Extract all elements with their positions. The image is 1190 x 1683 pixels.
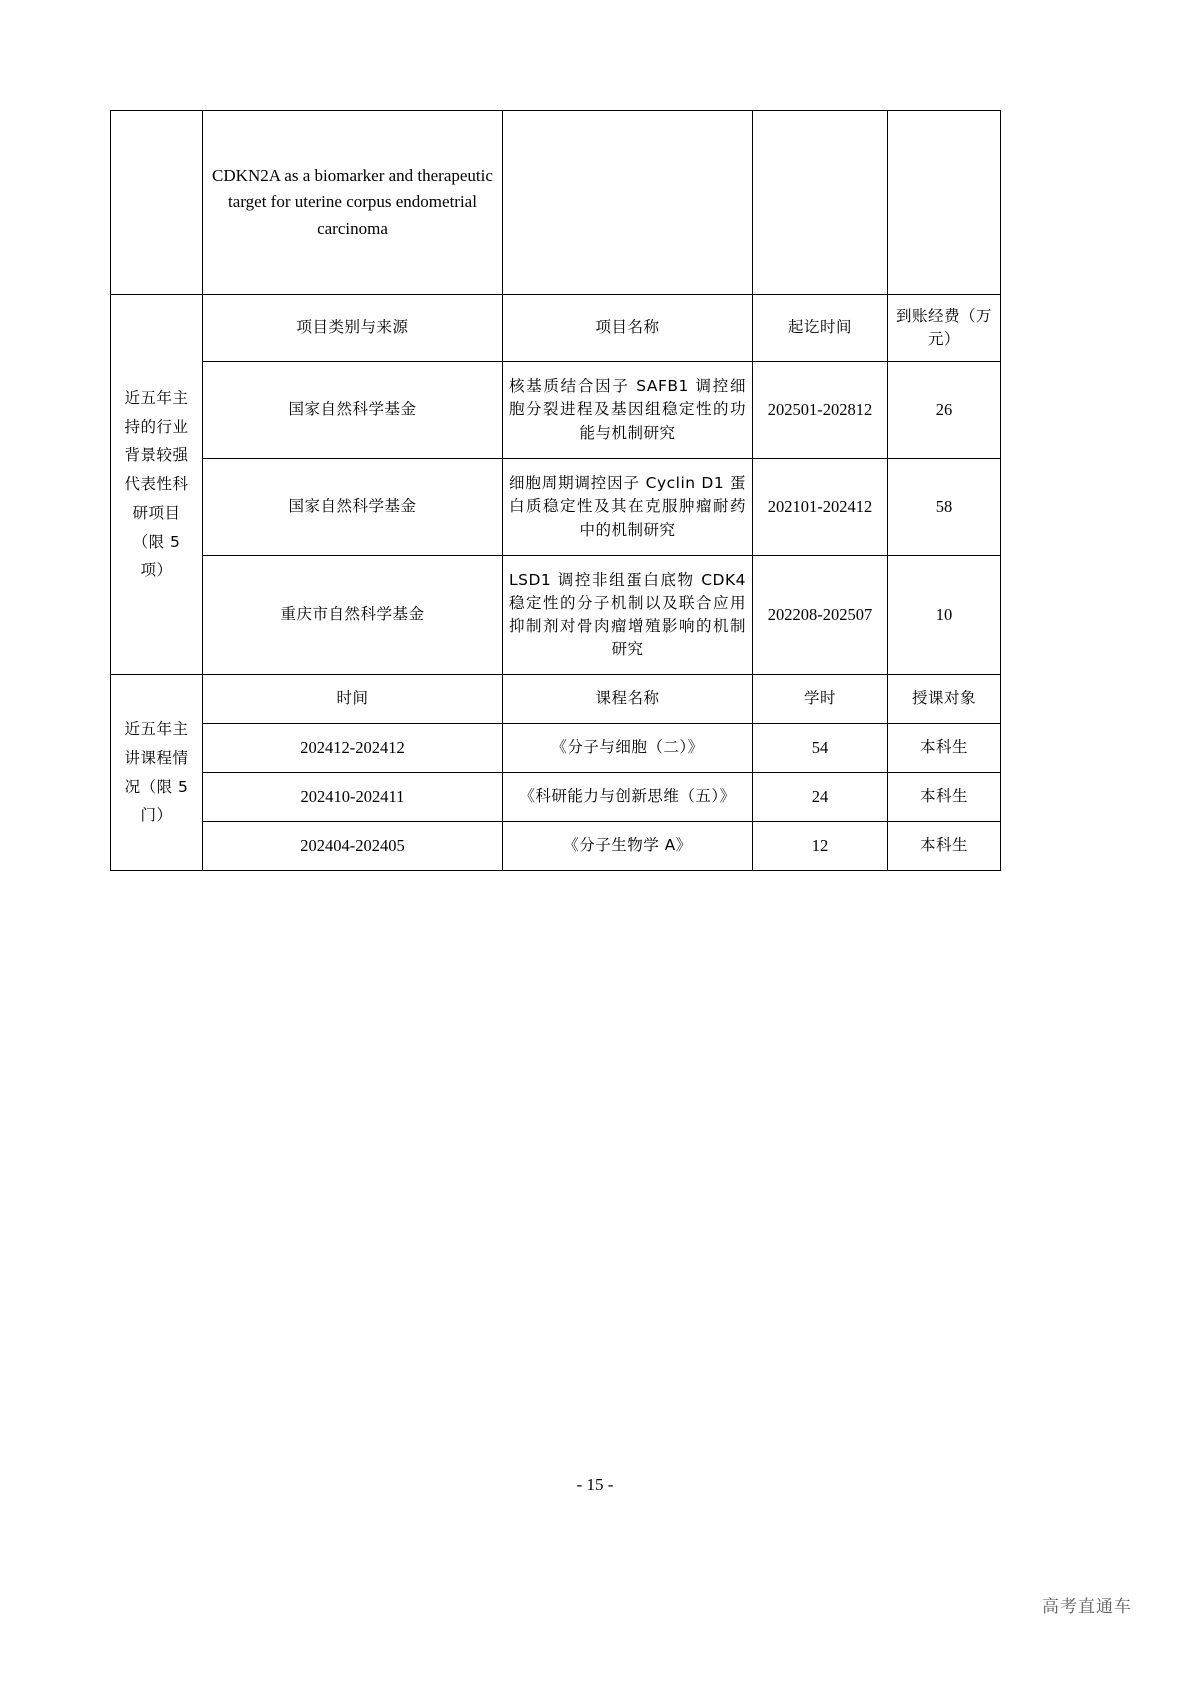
project-name: 细胞周期调控因子 Cyclin D1 蛋白质稳定性及其在克服肿瘤耐药中的机制研究: [503, 459, 753, 556]
project-name: LSD1 调控非组蛋白底物 CDK4 稳定性的分子机制以及联合应用抑制剂对骨肉瘤增殖影响的机制研究: [503, 556, 753, 675]
project-funding: 10: [888, 556, 1001, 675]
project-category: 国家自然科学基金: [203, 362, 503, 459]
course-name: 《分子与细胞（二）》: [503, 724, 753, 773]
header-course-hours: 学时: [753, 675, 888, 724]
table-row: [111, 556, 1001, 675]
course-hours: 24: [753, 773, 888, 822]
course-time: 202412-202412: [203, 724, 503, 773]
empty-cell-d: [753, 111, 888, 295]
course-name: 《分子生物学 A》: [503, 822, 753, 871]
header-course-time: 时间: [203, 675, 503, 724]
project-funding: 58: [888, 459, 1001, 556]
project-category: 重庆市自然科学基金: [203, 556, 503, 675]
empty-cell-e: [888, 111, 1001, 295]
english-title-cell: CDKN2A as a biomarker and therapeutic target for uterine corpus endometrial carcinoma: [203, 111, 503, 295]
table-row: [111, 822, 1001, 871]
resume-table: [110, 110, 1001, 871]
project-funding: 26: [888, 362, 1001, 459]
course-hours: 12: [753, 822, 888, 871]
header-project-category: 项目类别与来源: [203, 295, 503, 362]
project-period: 202501-202812: [753, 362, 888, 459]
course-audience: 本科生: [888, 822, 1001, 871]
projects-section-label: 近五年主持的行业背景较强代表性科研项目（限 5 项）: [111, 295, 203, 675]
header-project-period: 起讫时间: [753, 295, 888, 362]
table-row: [111, 111, 1001, 295]
project-period: 202208-202507: [753, 556, 888, 675]
empty-cell-c: [503, 111, 753, 295]
table-row: [111, 459, 1001, 556]
course-hours: 54: [753, 724, 888, 773]
header-course-name: 课程名称: [503, 675, 753, 724]
course-time: 202404-202405: [203, 822, 503, 871]
course-name: 《科研能力与创新思维（五）》: [503, 773, 753, 822]
table-row: [111, 675, 1001, 724]
table-row: [111, 362, 1001, 459]
table-row: [111, 773, 1001, 822]
course-time: 202410-202411: [203, 773, 503, 822]
continued-label-cell: [111, 111, 203, 295]
course-audience: 本科生: [888, 724, 1001, 773]
project-name: 核基质结合因子 SAFB1 调控细胞分裂进程及基因组稳定性的功能与机制研究: [503, 362, 753, 459]
page-number: - 15 -: [576, 1475, 614, 1494]
course-audience: 本科生: [888, 773, 1001, 822]
project-period: 202101-202412: [753, 459, 888, 556]
header-project-funding: 到账经费（万元）: [888, 295, 1001, 362]
project-category: 国家自然科学基金: [203, 459, 503, 556]
watermark: 高考直通车: [1042, 1597, 1132, 1617]
table-row: [111, 295, 1001, 362]
header-project-name: 项目名称: [503, 295, 753, 362]
table-row: [111, 724, 1001, 773]
courses-section-label: 近五年主讲课程情况（限 5 门）: [111, 675, 203, 871]
header-course-audience: 授课对象: [888, 675, 1001, 724]
